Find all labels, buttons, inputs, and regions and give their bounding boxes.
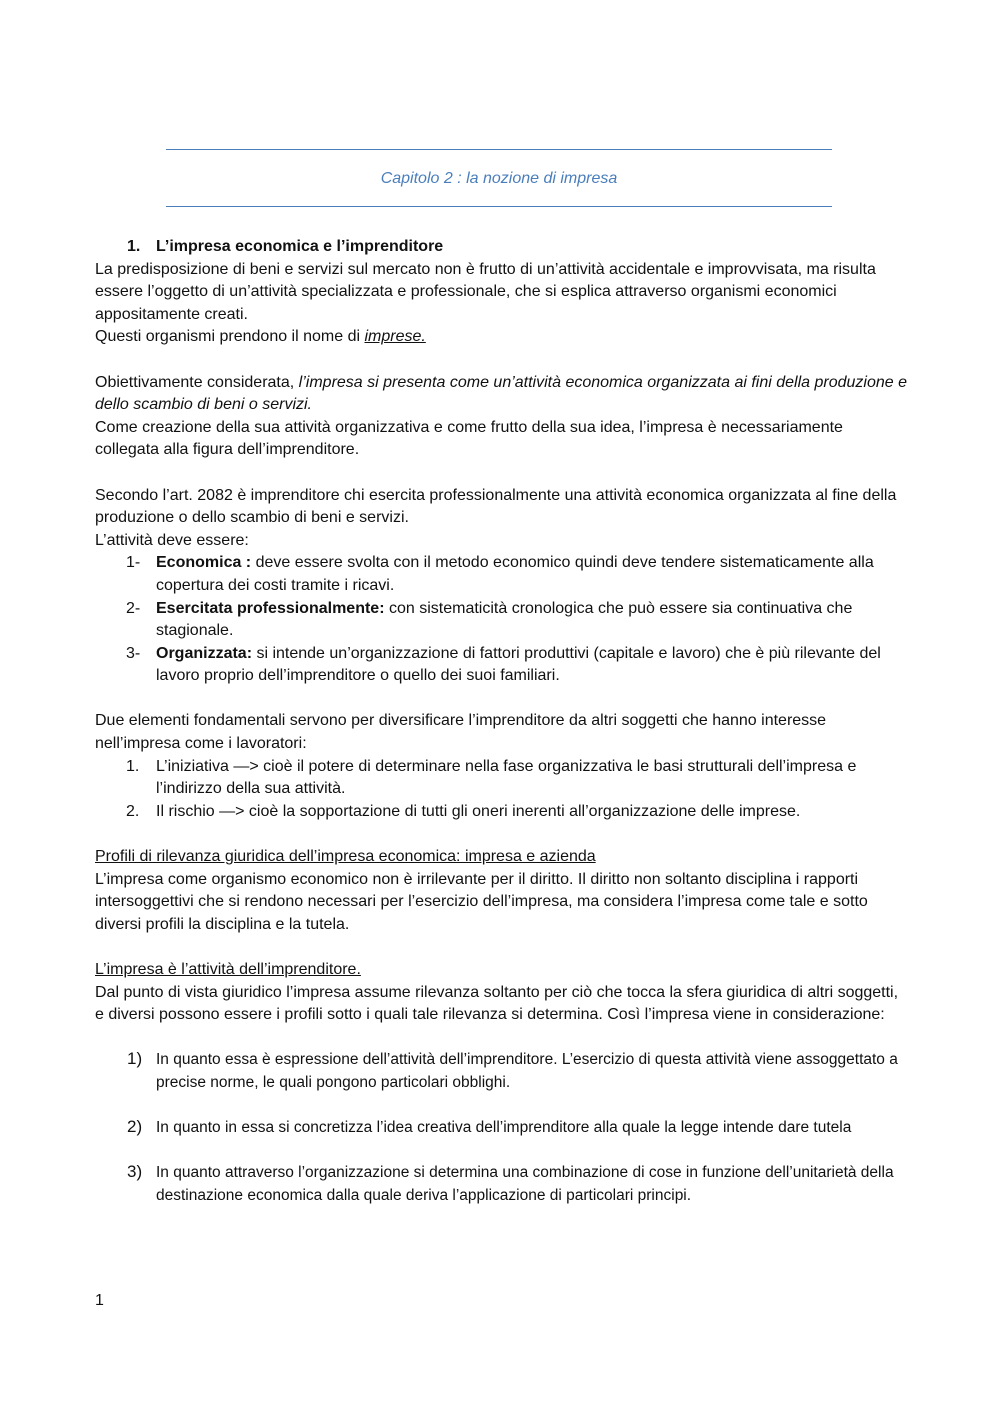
list-term: Esercitata professionalmente: [156,599,385,617]
list-number: 2. [126,802,140,820]
chapter-title: Capitolo 2 : la nozione di impresa [380,170,618,187]
section-title: L’impresa economica e l’imprenditore [156,238,444,255]
list-item [95,552,910,597]
subsection-title: L’impresa è l’attività dell’imprenditore. [95,961,361,978]
list-term: Organizzata: [156,644,253,662]
list-number: 1- [126,554,141,572]
list-text: In quanto in essa si concretizza l’idea creativa dell’imprenditore alla quale la legge intende dare tutela [156,1119,852,1137]
paragraph [95,326,910,349]
list-number: 3- [126,644,141,662]
list-text: In quanto essa è espressione dell’attività dell’imprenditore. L’esercizio di questa attività viene assoggettato a precise norme, le quali pongono particolari obblighi. [156,1051,898,1091]
header-rule-bottom [166,206,832,207]
list-item [95,756,910,801]
list-term: Economica : [156,554,252,572]
list-number: 2) [127,1117,143,1137]
list-text: Il rischio —> cioè la sopportazione di tutti gli oneri inerenti all’organizzazione delle imprese. [156,802,801,820]
list-item [95,1117,910,1140]
paragraph-text: Obiettivamente considerata, [95,373,299,391]
paragraph: L’impresa come organismo economico non è irrilevante per il diritto. Il diritto non soltanto disciplina i rapporti intersoggettivi che si rendono necessari per l’esercizio dell’impresa, ma considera l’impresa come tale e sotto diversi profili la disciplina e la tutela. [95,870,868,933]
list-item [95,1162,910,1207]
paragraph [95,372,910,417]
subsection-title: Profili di rilevanza giuridica dell’impresa economica: impresa e azienda [95,848,596,866]
page-number: 1 [95,1292,104,1309]
list-item [95,801,910,824]
list-text: deve essere svolta con il metodo economico quindi deve tendere sistematicamente alla copertura dei costi tramite i ricavi. [156,554,874,594]
emphasized-term: imprese. [364,328,426,346]
document-body [95,236,910,1208]
list-text: si intende un’organizzazione di fattori produttivi (capitale e lavoro) che è più rilevante del lavoro proprio dell’imprenditore o quello dei suoi familiari. [156,644,881,685]
list-item [95,643,910,688]
paragraph: Secondo l’art. 2082 è imprenditore chi esercita professionalmente una attività economica organizzata al fine della produzione o dello scambio di beni e servizi. [95,486,897,527]
paragraph: L’attività deve essere: [95,531,249,549]
list-number: 3) [127,1162,143,1182]
header-rule-top [166,149,832,150]
section-heading [95,236,910,259]
list-text: In quanto attraverso l’organizzazione si determina una combinazione di cose in funzione dell’unitarietà della destinazione economica dalla quale deriva l’applicazione di particolari principi. [156,1164,894,1204]
paragraph: Due elementi fondamentali servono per diversificare l’imprenditore da altri soggetti che hanno interesse nell’impresa come i lavoratori: [95,712,827,753]
section-number: 1. [127,238,141,255]
definition-italic: l’impresa si presenta come un’attività economica organizzata ai fini della produzione e dello scambio di beni o servizi. [95,373,907,414]
list-number: 2- [126,599,141,617]
paragraph: Dal punto di vista giuridico l’impresa assume rilevanza soltanto per ciò che tocca la sfera giuridica di altri soggetti, e diversi possono essere i profili sotto i quali tale rilevanza si determina. Così l’impresa viene in considerazione: [95,983,899,1024]
list-item [95,598,910,643]
list-number: 1. [126,757,140,775]
list-item [95,1049,910,1094]
paragraph-text: Questi organismi prendono il nome di [95,328,365,346]
paragraph: La predisposizione di beni e servizi sul mercato non è frutto di un’attività accidentale e improvvisata, ma risulta essere l’oggetto di un’attività specializzata e professionale, che si esplica attraverso organismi economici appositamente creati. [95,260,876,323]
list-text: L’iniziativa —> cioè il potere di determinare nella fase organizzativa le basi strutturali dell’impresa e l’indirizzo della sua attività. [156,757,857,798]
list-number: 1) [127,1049,143,1069]
list-text: con sistematicità cronologica che può essere sia continuativa che stagionale. [156,599,853,640]
paragraph: Come creazione della sua attività organizzativa e come frutto della sua idea, l’impresa è necessariamente collegata alla figura dell’imprenditore. [95,418,843,459]
